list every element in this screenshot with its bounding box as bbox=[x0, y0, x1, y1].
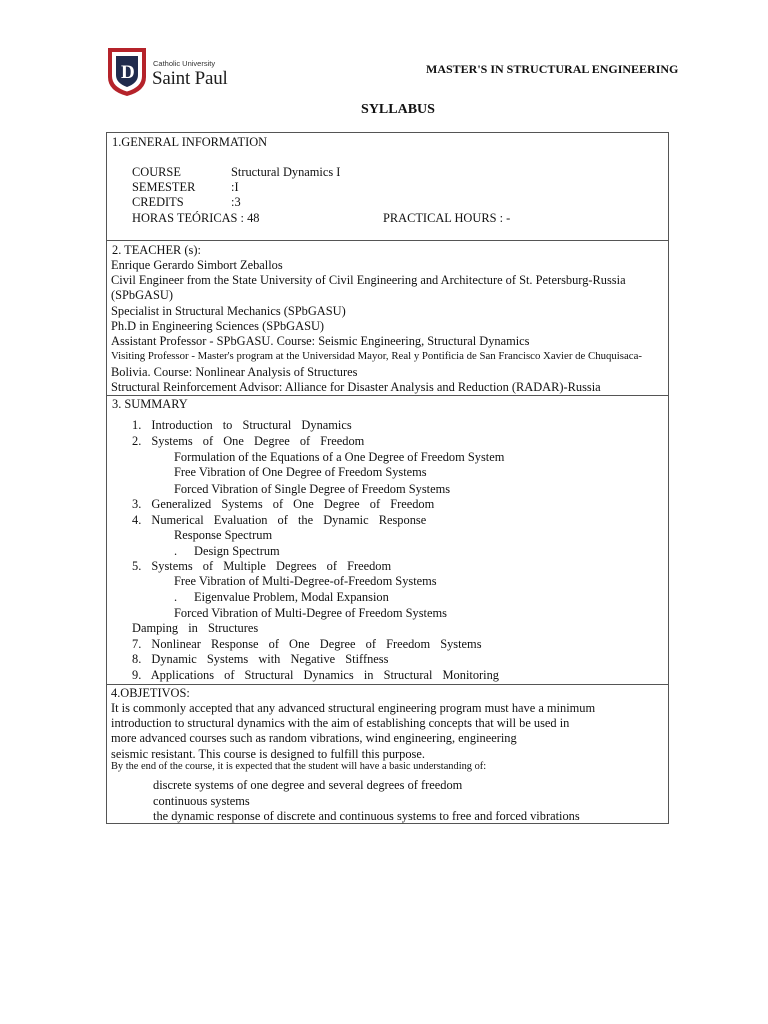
dot-marker: . bbox=[174, 590, 178, 604]
general-information-section bbox=[106, 132, 669, 240]
list-item: 8. Dynamic Systems with Negative Stiffness bbox=[132, 652, 389, 666]
logo-monogram: D bbox=[121, 62, 135, 83]
teacher-visiting-cont: Bolivia. Course: Nonlinear Analysis of Structures bbox=[111, 365, 358, 379]
theory-hours: HORAS TEÓRICAS : 48 bbox=[132, 211, 260, 225]
objectives-heading: 4.OBJETIVOS: bbox=[111, 686, 190, 700]
semester-value: :I bbox=[231, 180, 239, 194]
objectives-text: seismic resistant. This course is designed to fulfill this purpose. bbox=[111, 747, 425, 761]
list-item: 7. Nonlinear Response of One Degree of Freedom Systems bbox=[132, 637, 482, 651]
list-item: 5. Systems of Multiple Degrees of Freedom bbox=[132, 559, 392, 573]
teacher-visiting: Visiting Professor - Master's program at the Universidad Mayor, Real y Pontificia de San Francisco Xavier de Chuquisaca- bbox=[111, 350, 642, 362]
general-heading: 1.GENERAL INFORMATION bbox=[112, 135, 268, 149]
list-item: Eigenvalue Problem, Modal Expansion bbox=[194, 590, 389, 604]
teacher-assistant: Assistant Professor - SPbGASU. Course: Seismic Engineering, Structural Dynamics bbox=[111, 334, 530, 348]
objectives-expectation: By the end of the course, it is expected that the student will have a basic understanding of: bbox=[111, 761, 487, 772]
semester-label: SEMESTER bbox=[132, 180, 196, 194]
list-item: Forced Vibration of Single Degree of Freedom Systems bbox=[174, 482, 451, 496]
teacher-name: Enrique Gerardo Simbort Zeballos bbox=[111, 258, 283, 272]
list-item: the dynamic response of discrete and continuous systems to free and forced vibrations bbox=[153, 809, 580, 823]
list-item: Free Vibration of One Degree of Freedom Systems bbox=[174, 465, 427, 479]
teacher-phd: Ph.D in Engineering Sciences (SPbGASU) bbox=[111, 319, 325, 333]
course-value: Structural Dynamics I bbox=[231, 165, 341, 179]
teacher-advisor: Structural Reinforcement Advisor: Alliance for Disaster Analysis and Reduction (RADAR)-Russia bbox=[111, 380, 601, 394]
list-item: 9. Applications of Structural Dynamics in Structural Monitoring bbox=[132, 668, 499, 682]
list-item: 2. Systems of One Degree of Freedom bbox=[132, 434, 365, 448]
summary-heading: 3. SUMMARY bbox=[112, 397, 188, 411]
university-logo bbox=[107, 47, 247, 99]
teacher-specialist: Specialist in Structural Mechanics (SPbGASU) bbox=[111, 304, 346, 318]
credits-label: CREDITS bbox=[132, 195, 184, 209]
logo-name: Saint Paul bbox=[152, 68, 228, 89]
teacher-degree: Civil Engineer from the State University of Civil Engineering and Architecture of St. Petersburg-Russia bbox=[111, 273, 626, 287]
list-item: 3. Generalized Systems of One Degree of Freedom bbox=[132, 497, 435, 511]
list-item: discrete systems of one degree and several degrees of freedom bbox=[153, 778, 463, 792]
teacher-degree-abbr: (SPbGASU) bbox=[111, 288, 173, 302]
logo-small-text: Catholic University bbox=[153, 59, 216, 68]
practical-hours: PRACTICAL HOURS : - bbox=[383, 211, 511, 225]
dot-marker: . bbox=[174, 544, 178, 558]
list-item: Damping in Structures bbox=[132, 621, 259, 635]
course-label: COURSE bbox=[132, 165, 181, 179]
list-item: Free Vibration of Multi-Degree-of-Freedom Systems bbox=[174, 574, 437, 588]
page-title: SYLLABUS bbox=[361, 102, 435, 117]
list-item: 1. Introduction to Structural Dynamics bbox=[132, 418, 352, 432]
list-item: Formulation of the Equations of a One Degree of Freedom System bbox=[174, 450, 505, 464]
teacher-section bbox=[106, 240, 669, 395]
objectives-section bbox=[106, 684, 669, 824]
program-title: MASTER'S IN STRUCTURAL ENGINEERING bbox=[426, 62, 679, 76]
objectives-text: more advanced courses such as random vibrations, wind engineering, engineering bbox=[111, 731, 517, 745]
objectives-text: introduction to structural dynamics with the aim of establishing concepts that will be used in bbox=[111, 716, 570, 730]
list-item: Forced Vibration of Multi-Degree of Freedom Systems bbox=[174, 606, 447, 620]
list-item: Response Spectrum bbox=[174, 528, 273, 542]
credits-value: :3 bbox=[231, 195, 241, 209]
summary-section bbox=[106, 395, 669, 684]
objectives-text: It is commonly accepted that any advanced structural engineering program must have a minimum bbox=[111, 701, 596, 715]
list-item: Design Spectrum bbox=[194, 544, 280, 558]
list-item: 4. Numerical Evaluation of the Dynamic Response bbox=[132, 513, 427, 527]
list-item: continuous systems bbox=[153, 794, 250, 808]
teacher-heading: 2. TEACHER (s): bbox=[112, 243, 201, 257]
